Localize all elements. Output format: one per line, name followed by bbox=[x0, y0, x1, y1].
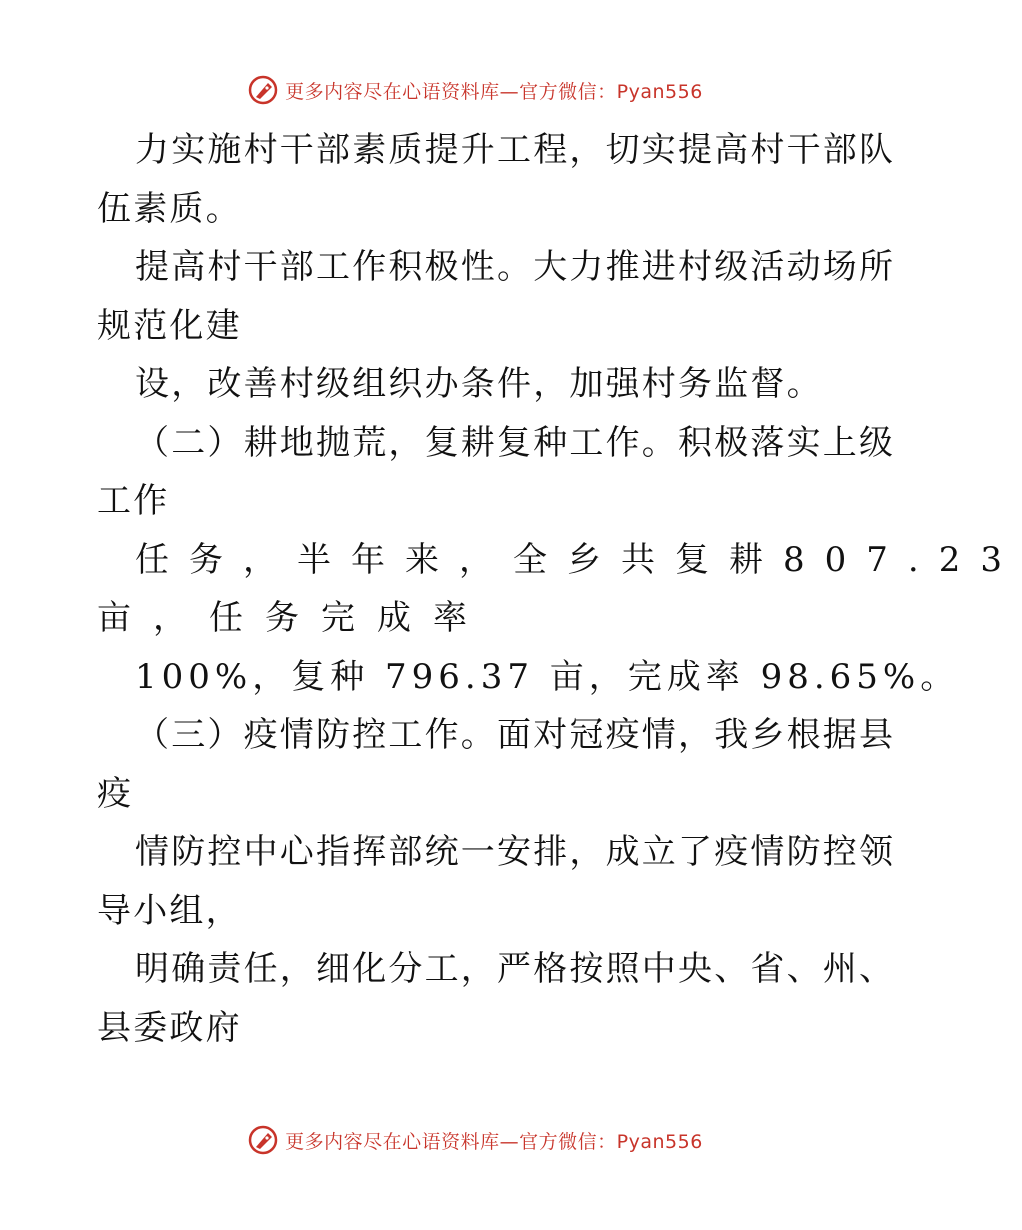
text-line: （二）耕地抛荒，复耕复种工作。积极落实上级 bbox=[135, 422, 896, 463]
text-line: 规范化建 bbox=[97, 305, 242, 346]
text-line: （三）疫情防控工作。面对冠疫情，我乡根据县 bbox=[135, 715, 896, 755]
text-line: 任务，半年来，全乡共复耕807.23 bbox=[135, 539, 1022, 580]
pen-nib-logo-icon bbox=[247, 74, 279, 106]
text-line: 导小组， bbox=[97, 890, 242, 931]
text-line: 疫 bbox=[97, 773, 134, 814]
pen-nib-logo-icon bbox=[247, 1124, 279, 1156]
text-line: 伍素质。 bbox=[97, 188, 242, 229]
text-line: 明确责任，细化分工，严格按照中央、省、州、 bbox=[135, 949, 896, 989]
watermark-text: 更多内容尽在心语资料库—官方微信：Pyan556 bbox=[285, 1130, 703, 1153]
text-line: 县委政府 bbox=[97, 1007, 242, 1048]
text-line: 提高村干部工作积极性。大力推进村级活动场所 bbox=[135, 247, 896, 287]
watermark-text: 更多内容尽在心语资料库—官方微信：Pyan556 bbox=[285, 80, 703, 103]
text-line: 亩，任务完成率 bbox=[97, 598, 489, 638]
text-line: 力实施村干部素质提升工程，切实提高村干部队 bbox=[135, 130, 896, 170]
watermark-header bbox=[0, 70, 950, 110]
watermark-footer bbox=[0, 1120, 950, 1160]
text-line: 工作 bbox=[97, 481, 170, 521]
watermark-handle: Pyan556 bbox=[616, 1130, 703, 1153]
text-line: 100%，复种 796.37 亩，完成率 98.65%。 bbox=[135, 656, 960, 697]
watermark-handle: Pyan556 bbox=[616, 80, 703, 103]
document-body bbox=[97, 121, 1022, 1057]
text-line: 情防控中心指挥部统一安排，成立了疫情防控领 bbox=[135, 832, 896, 872]
text-line: 设，改善村级组织办条件，加强村务监督。 bbox=[135, 364, 823, 404]
